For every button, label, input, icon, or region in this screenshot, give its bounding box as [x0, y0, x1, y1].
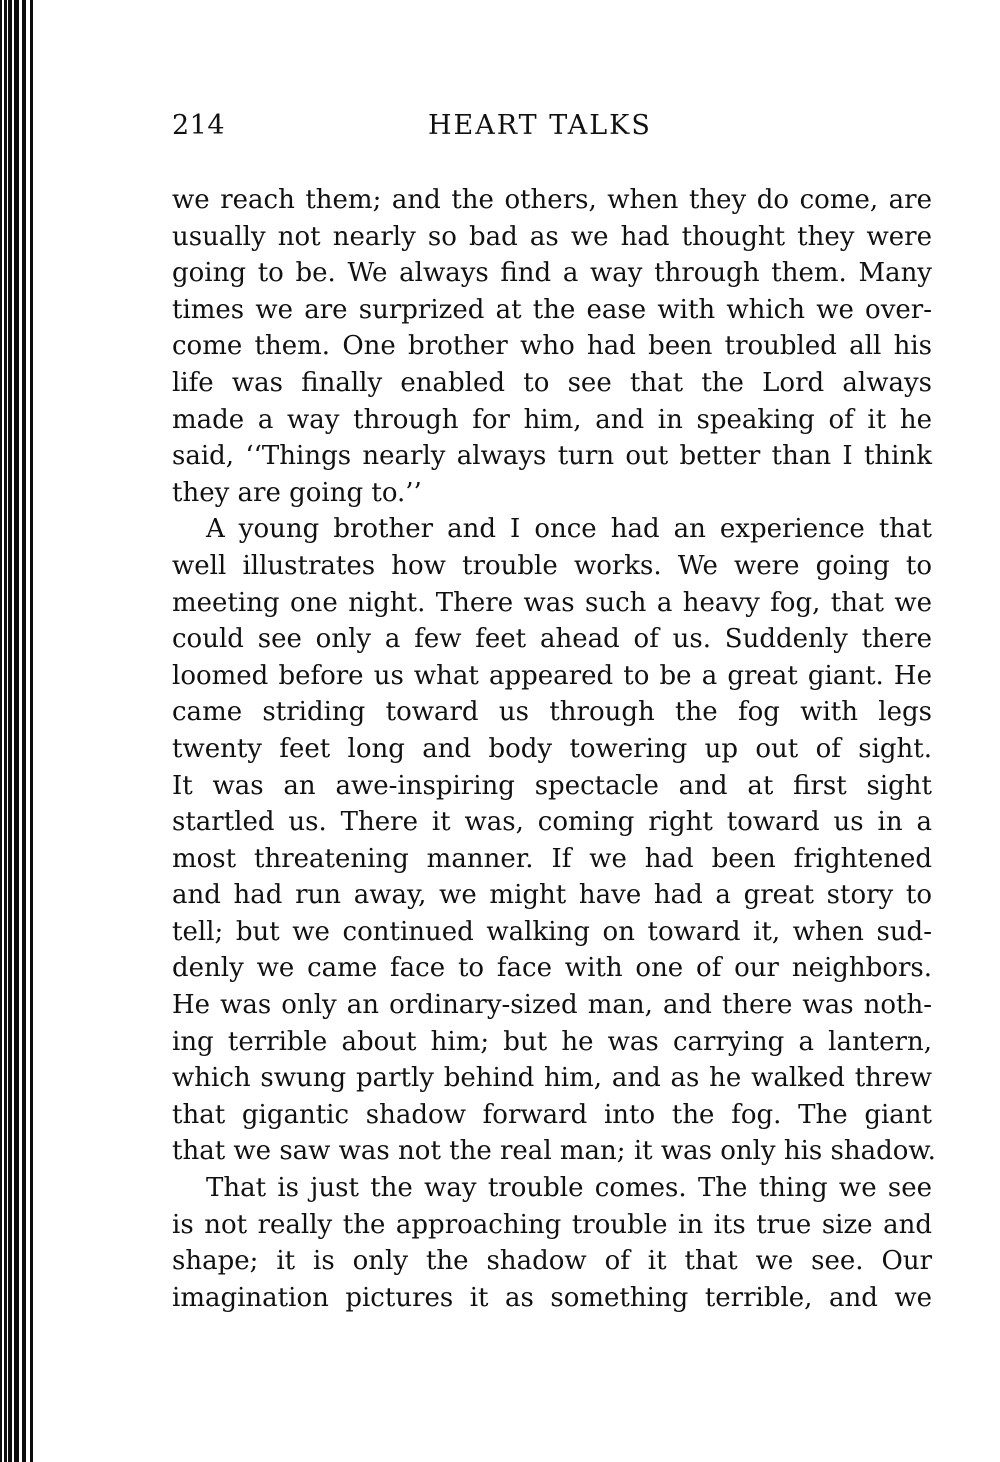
text-line: startled us. There it was, coming right toward us in a: [172, 807, 932, 838]
text-line: which swung partly behind him, and as he walked threw: [172, 1063, 932, 1094]
body-text: [172, 182, 936, 1316]
running-head: [172, 110, 932, 150]
text-line: times we are surprized at the ease with which we over-: [172, 294, 932, 325]
text-line: that gigantic shadow forward into the fog. The giant: [172, 1099, 932, 1130]
text-line: usually not nearly so bad as we had thought they were: [172, 221, 932, 252]
text-line: meeting one night. There was such a heavy fog, that we: [172, 587, 932, 618]
book-binding-edge: [0, 0, 38, 1462]
text-line: came striding toward us through the fog with legs: [172, 697, 932, 728]
text-line: made a way through for him, and in speaking of it he: [172, 404, 932, 435]
text-line: tell; but we continued walking on toward it, when sud-: [172, 916, 932, 947]
text-line: and had run away, we might have had a great story to: [172, 880, 932, 911]
text-line: come them. One brother who had been troubled all his: [172, 331, 932, 362]
paragraph-end-line: that we saw was not the real man; it was only his shadow.: [172, 1136, 936, 1167]
book-title: HEART TALKS: [428, 110, 652, 141]
text-line: denly we came face to face with one of our neighbors.: [172, 953, 932, 984]
paragraph-start-line: A young brother and I once had an experience that: [206, 514, 932, 545]
paragraph-start-line: That is just the way trouble comes. The thing we see: [206, 1173, 932, 1204]
text-line: imagination pictures it as something terrible, and we: [172, 1282, 932, 1313]
text-line: twenty feet long and body towering up out of sight.: [172, 733, 932, 764]
text-line: ing terrible about him; but he was carrying a lantern,: [172, 1026, 932, 1057]
paragraph-end-line: they are going to.’’: [172, 477, 422, 508]
text-line: could see only a few feet ahead of us. Suddenly there: [172, 624, 932, 655]
text-line: life was finally enabled to see that the Lord always: [172, 367, 932, 398]
text-line: It was an awe-inspiring spectacle and at first sight: [172, 770, 932, 801]
text-line: said, ‘‘Things nearly always turn out better than I think: [172, 441, 932, 472]
text-line: shape; it is only the shadow of it that we see. Our: [172, 1246, 932, 1277]
text-line: most threatening manner. If we had been frightened: [172, 843, 932, 874]
text-line: loomed before us what appeared to be a great giant. He: [172, 660, 932, 691]
text-line: we reach them; and the others, when they do come, are: [172, 185, 932, 215]
text-line: well illustrates how trouble works. We were going to: [172, 550, 932, 581]
page-number: 214: [172, 110, 226, 141]
text-line: He was only an ordinary-sized man, and there was noth-: [172, 990, 932, 1021]
text-line: going to be. We always find a way through them. Many: [172, 258, 932, 289]
text-line: is not really the approaching trouble in its true size and: [172, 1209, 932, 1240]
